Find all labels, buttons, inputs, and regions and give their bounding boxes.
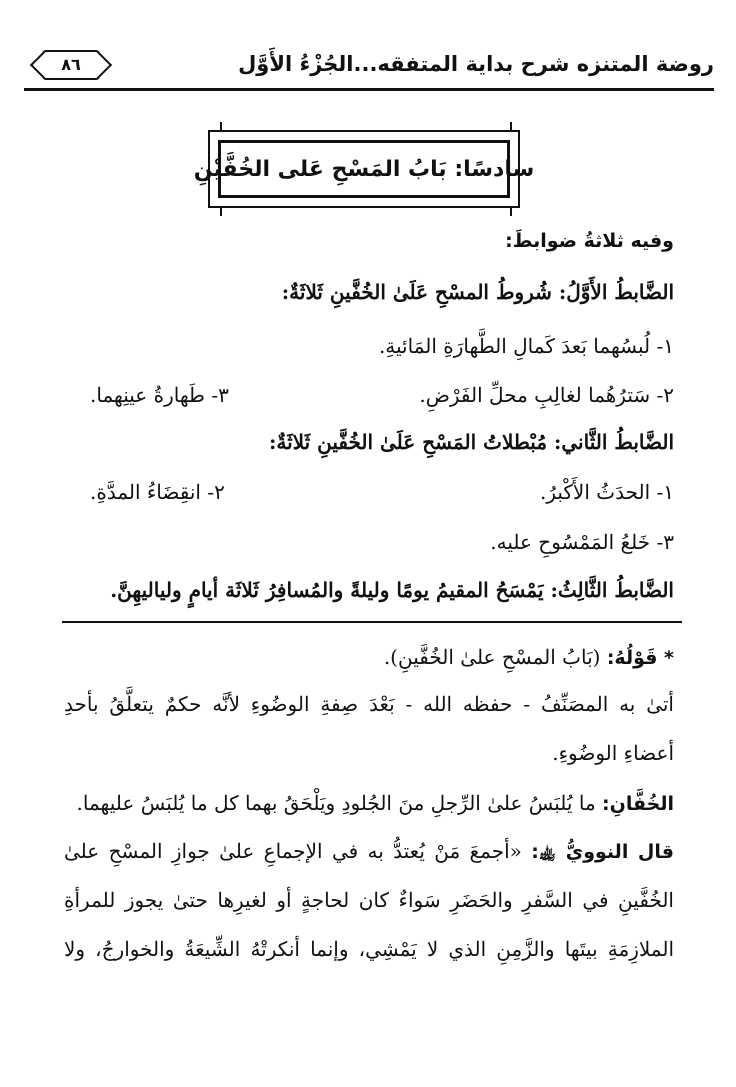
nawawi-text-1: «أجمعَ مَنْ يُعتدُّ به في الإجماعِ علىٰ جوازِ المسْحِ علىٰ — [64, 839, 522, 863]
header-rule — [24, 88, 714, 91]
rule-3-title: الضَّابطُ الثَّالِثُ: يَمْسَحُ المقيمُ يومًا وليلةً والمُسافِرُ ثَلاثَة أيامٍ ولياليهِنَّ. — [110, 578, 674, 602]
rule-2-item-3: ٣- خَلعُ المَمْسُوحِ عليه. — [490, 530, 674, 554]
rule-1-condition-1: ١- لُبسُهما بَعدَ كَمالِ الطَّهارَةِ المَائيةِ. — [378, 334, 674, 358]
page-number: ٨٦ — [42, 50, 100, 80]
nawawi-line2: الخُفَّينِ في السَّفرِ والحَضَرِ سَواءٌ كان لحاجةٍ أو لغيرِها حتىٰ يجوز للمرأةِ — [64, 888, 674, 912]
chapter-title-frame — [193, 130, 535, 208]
intro-line: وفيه ثلاثةُ ضوابطَ: — [505, 230, 674, 252]
quote-text: (بَابُ المسْحِ علىٰ الخُفَّينِ). — [383, 645, 601, 669]
rule-1-condition-2: ٢- سَترُهُما لغالِبِ محلِّ الفَرْضِ. — [419, 383, 674, 407]
quote-line — [384, 645, 674, 669]
commentary-p1-line2: أعضاءِ الوضُوءِ. — [552, 741, 674, 765]
rule-2-title: الضَّابطُ الثَّاني: مُبْطلاتُ المَسْحِ عَلَىٰ الخُفَّينِ ثَلاثَةٌ: — [268, 430, 674, 454]
rule-2-item-2: ٢- انقِضَاءُ المدَّةِ. — [90, 480, 225, 504]
chapter-title: سادسًا: بَابُ المَسْحِ عَلى الخُفَّيْنِ — [218, 140, 510, 198]
nawawi-line1 — [64, 839, 674, 868]
running-title: روضة المتنزه شرح بداية المتفقه...الجُزْءُ الأَوَّل — [238, 52, 714, 76]
rule-1-condition-3: ٣- طَهارةُ عينِهما. — [90, 383, 229, 407]
definition-lead: الخُفَّانِ: — [602, 793, 674, 815]
page-header — [24, 50, 714, 96]
rule-1-title: الضَّابطُ الأَوَّلُ: شُروطُ المسْحِ عَلَىٰ الخُفَّينِ ثَلاثَةٌ: — [281, 280, 674, 304]
nawawi-lead: قال النوويُّ ﵀: — [531, 841, 674, 863]
definition-text: ما يُلبَسُ علىٰ الرِّجلِ منَ الجُلودِ ويَلْحَقُ بهما كل ما يُلبَسُ عليهما. — [76, 791, 596, 815]
commentary-p1-line1: أتىٰ به المصَنِّفُ - حفظه الله - بَعْدَ صِفةِ الوضُوءِ لأنَّه حكمٌ يتعلَّقُ بأحدِ — [64, 692, 674, 716]
definition-line — [77, 791, 674, 815]
rule-2-item-1: ١- الحدَثُ الأَكْبرُ. — [539, 480, 674, 504]
nawawi-line3: الملازِمَةِ بيتَها والزَّمِنِ الذي لا يَمْشِي، وإنما أنكرتْهُ الشِّيعَةُ والخوارجُ، ولا — [64, 937, 674, 961]
section-divider — [62, 621, 682, 623]
quote-lead: * قَوْلُهُ: — [606, 647, 674, 669]
